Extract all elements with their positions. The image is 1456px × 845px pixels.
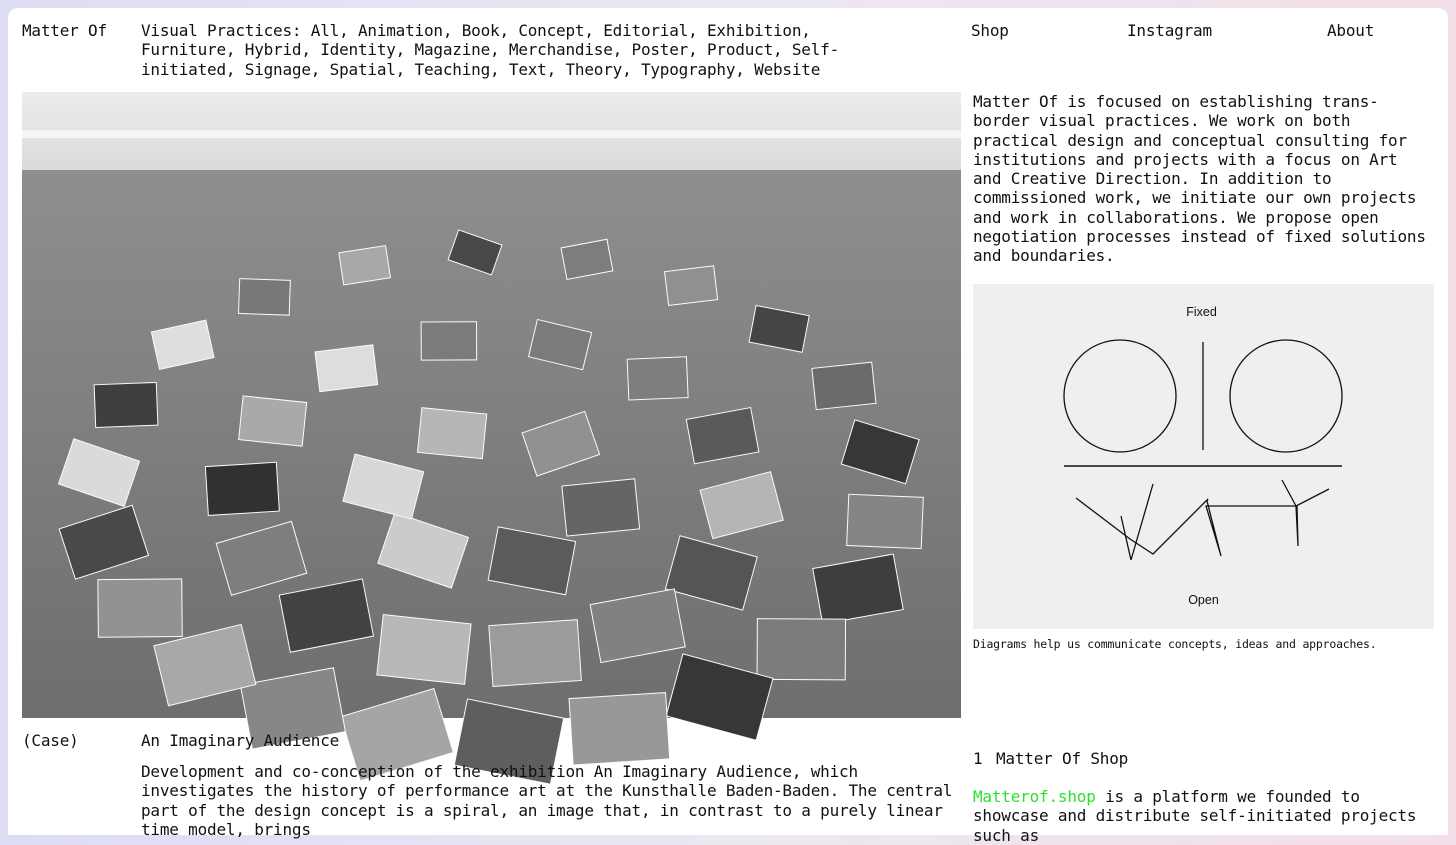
case-title[interactable]: An Imaginary Audience: [141, 731, 340, 750]
photo-print: [377, 615, 471, 685]
photo-print: [239, 396, 307, 446]
case-description: Development and co-conception of the exhibition An Imaginary Audience, which investigates the history of performance art at the Kunsthalle Baden-Baden. The central part of the design concept is a spiral, an image that, in contrast to a purely linear time model, brings: [141, 762, 953, 840]
diagram-label-open: Open: [1188, 593, 1219, 607]
photo-print: [812, 362, 876, 409]
shop-description-text: is a platform we founded to showcase and distribute self-initiated projects such as: [973, 787, 1417, 845]
photo-print: [627, 357, 688, 400]
diagram-drawing: [973, 284, 1434, 629]
shop-description: [973, 787, 1435, 845]
fixed-open-diagram: [973, 284, 1434, 629]
photo-print: [94, 382, 158, 427]
shop-section-number: 1: [973, 749, 983, 768]
photo-print: [489, 620, 582, 687]
photo-print: [569, 693, 670, 765]
case-tag: (Case): [22, 731, 79, 750]
site-logo[interactable]: Matter Of: [22, 21, 107, 40]
diagram-caption: Diagrams help us communicate concepts, ideas and approaches.: [973, 637, 1377, 651]
photo-print: [562, 479, 640, 536]
photo-print: [757, 619, 846, 680]
photo-print: [421, 322, 477, 360]
nav-shop-link[interactable]: Shop: [971, 21, 1009, 40]
nav-about-link[interactable]: About: [1327, 21, 1375, 40]
case-hero-image[interactable]: [22, 92, 961, 718]
photo-print: [417, 408, 486, 459]
shop-link[interactable]: Matterof.shop: [973, 787, 1096, 806]
studio-intro-text: Matter Of is focused on establishing trans-border visual practices. We work on both practical design and conceptual consulting for institutions and projects with a focus on Art and Creative Direction. In addition to commissioned work, we initiate our own projects and work in collaborations. We propose open negotiation processes instead of fixed solutions and boundaries.: [973, 92, 1426, 266]
photo-print: [205, 462, 279, 515]
photo-print: [847, 494, 924, 548]
visual-practices-filter[interactable]: Visual Practices: All, Animation, Book, Concept, Editorial, Exhibition, Furniture, Hybrid, Identity, Magazine, Merchandise, Poster, Product, Self-initiated, Signage, Spatial, Teaching, Text, Theory, Typography, Website: [141, 21, 840, 79]
photo-print: [665, 266, 718, 306]
photo-print: [239, 279, 291, 316]
diagram-label-fixed: Fixed: [1186, 305, 1217, 319]
shop-section-heading: Matter Of Shop: [996, 749, 1129, 768]
nav-instagram-link[interactable]: Instagram: [1127, 21, 1212, 40]
browser-window: [8, 8, 1448, 845]
photo-print: [315, 345, 378, 392]
photo-print: [339, 246, 391, 285]
exhibition-photo: [22, 92, 961, 718]
photo-print: [98, 579, 182, 637]
